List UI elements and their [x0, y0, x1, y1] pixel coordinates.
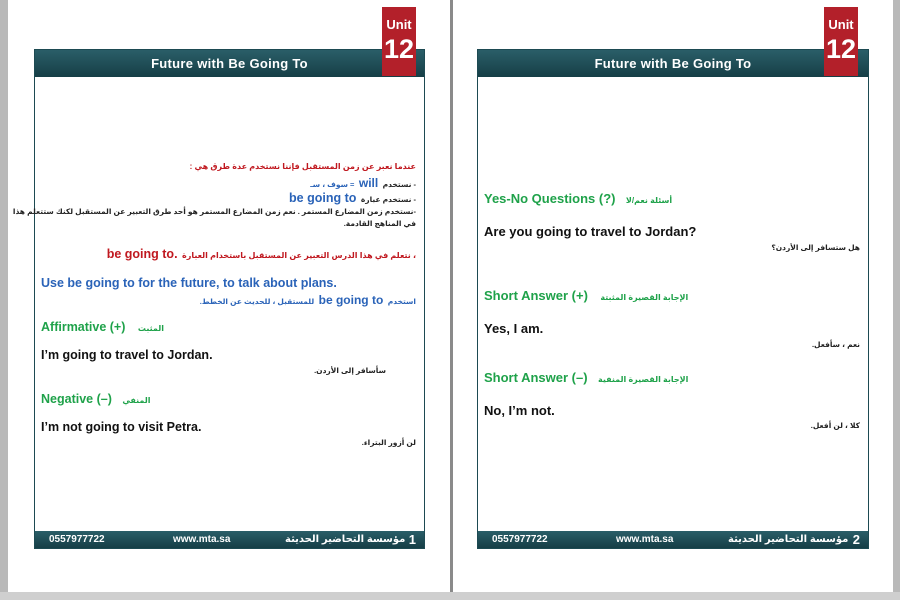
negative-example-ar: لن أزور البتراء. [361, 438, 416, 447]
page-1-frame [12, 49, 425, 549]
unit-number: 12 [825, 34, 857, 64]
yn-heading [484, 190, 672, 208]
short-neg-label: Short Answer (–) [484, 370, 588, 385]
viewer-bottom-strip [0, 592, 900, 600]
affirmative-example: I’m going to travel to Jordan. [41, 348, 213, 362]
affirmative-label: Affirmative (+) [41, 320, 126, 334]
ar-lesson-note: ، نتعلم في هذا الدرس التعبير عن المستقبل باستخدام العبارة [182, 251, 416, 260]
page-1-footer [35, 531, 424, 548]
lesson-note-line [107, 245, 416, 263]
yn-label: Yes-No Questions (?) [484, 191, 616, 206]
page-2-frame [477, 49, 869, 549]
page-2 [453, 0, 893, 592]
use-be-going-to: be going to [318, 293, 384, 307]
ar-will-meaning: = سوف ، سـ [310, 180, 355, 189]
unit-badge [382, 7, 416, 76]
affirmative-heading [41, 318, 164, 336]
unit-number: 12 [383, 34, 415, 64]
ar-phrase-prefix: - نستخدم عبارة [360, 195, 416, 204]
affirmative-ar: المثبت [137, 324, 164, 333]
short-pos-label: Short Answer (+) [484, 288, 588, 303]
ar-use-prefix: استخدم [387, 297, 416, 306]
be-going-to-dot: be going to. [106, 247, 178, 261]
short-neg-example: No, I’m not. [484, 403, 555, 418]
will-keyword: will [358, 176, 379, 190]
short-neg-heading [484, 369, 688, 387]
yn-example-ar: هل ستسافر إلى الأردن؟ [771, 243, 860, 252]
unit-word: Unit [828, 17, 854, 32]
short-pos-example: Yes, I am. [484, 321, 544, 336]
short-pos-example-ar: نعم ، سأفعل. [811, 340, 860, 349]
footer-page-number: 1 [408, 532, 416, 547]
footer-website: www.mta.sa [173, 534, 231, 545]
be-going-to-keyword: be going to [289, 191, 357, 205]
use-ar-line [200, 291, 416, 309]
use-rule: Use be going to for the future, to talk about plans. [41, 276, 337, 290]
footer-phone: 0557977722 [49, 534, 105, 545]
ar-continuous-1: -نستخدم زمن المضارع المستمر . نعم زمن المضارع المستمر هو أحد طرق التعبير عن المستقبل لكنك ستتعلم هذا [12, 207, 416, 216]
unit-word: Unit [386, 17, 412, 32]
negative-example: I’m not going to visit Petra. [41, 420, 202, 434]
affirmative-example-ar: سأسافر إلى الأردن. [314, 366, 386, 375]
footer-institute: مؤسسة التحاضير الحديثة [285, 534, 406, 545]
page-1-title: Future with Be Going To [35, 50, 424, 77]
page-2-footer [478, 531, 868, 548]
page-2-title: Future with Be Going To [478, 50, 868, 77]
ar-intro: عندما نعبر عن زمن المستقبل فإننا نستخدم عدة طرق هي : [189, 162, 416, 171]
negative-heading [41, 390, 151, 408]
ar-will-prefix: - نستخدم [382, 180, 416, 189]
page-1 [8, 0, 450, 592]
yn-ar: أسئلة نعم/لا [625, 196, 673, 205]
footer-phone: 0557977722 [492, 534, 548, 545]
footer-institute: مؤسسة التحاضير الحديثة [728, 534, 849, 545]
short-pos-ar: الإجابة القصيرة المثبتة [600, 293, 689, 302]
yn-example: Are you going to travel to Jordan? [484, 224, 697, 239]
footer-website: www.mta.sa [616, 534, 674, 545]
unit-badge [824, 7, 858, 76]
footer-page-number: 2 [852, 532, 860, 547]
ar-continuous-2: في المناهج القادمة. [343, 219, 416, 228]
ar-use-suffix: للمستقبل ، للحديث عن الخطط. [199, 297, 315, 306]
negative-ar: المنفي [122, 396, 151, 405]
negative-label: Negative (–) [41, 392, 112, 406]
short-neg-ar: الإجابة القصيرة المنفية [597, 375, 689, 384]
short-neg-example-ar: كلا ، لن أفعل. [810, 421, 860, 430]
be-going-to-line [289, 189, 416, 207]
short-pos-heading [484, 287, 688, 305]
